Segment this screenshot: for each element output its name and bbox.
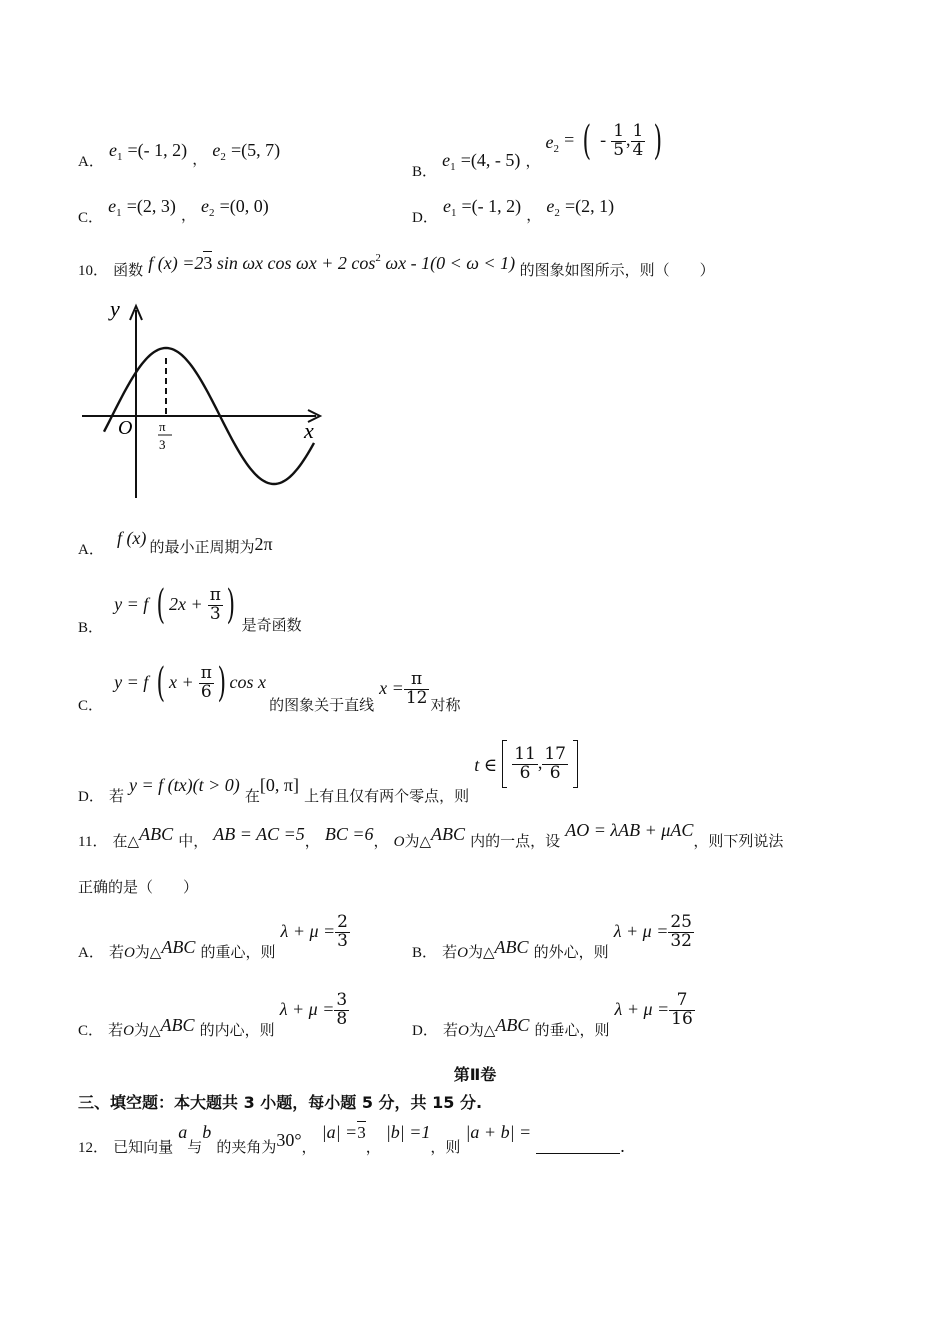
fraction-one-quarter: $\frac{1}{4}$ (632, 120, 644, 160)
origin-label: O (118, 417, 133, 439)
option-text: 为△ (133, 1020, 161, 1039)
option-text: 若 (108, 1020, 124, 1039)
vector-e2-value: =(2, 1) (564, 196, 615, 216)
comma: ， (301, 1138, 317, 1156)
point-o: O (457, 1022, 469, 1039)
bc-eq: BC =6 (324, 824, 374, 844)
option-letter: B． (412, 944, 438, 961)
lambda-mu: λ + μ = (613, 920, 669, 941)
option-expr: y = f (tx)(t > 0) (129, 774, 240, 795)
vector-e1: $e_1$ (442, 149, 456, 173)
answer-fraction: $\frac{3}{8}$ (336, 990, 348, 1029)
vector-e2: $e_2$ (201, 196, 215, 219)
triangle-abc: ABC (160, 1014, 195, 1035)
stem-text: 已知向量 (113, 1138, 174, 1156)
pi-over-12: $\frac{\pi}{12}$ (405, 668, 428, 708)
option-text-2: 上有且仅有两个零点，则 (304, 786, 470, 805)
stem-text: 的夹角为 (216, 1138, 277, 1156)
cos-x: cos x (229, 671, 266, 692)
q10-option-a (78, 528, 273, 558)
option-text: 若 (442, 942, 458, 961)
lambda-mu: λ + μ = (614, 998, 670, 1019)
lambda-mu: λ + μ = (280, 920, 336, 941)
vector-e2: $e_2$ (546, 196, 560, 219)
option-lhs: y = f (114, 593, 149, 614)
lambda-mu: λ + μ = (279, 998, 335, 1019)
option-text-end: 对称 (430, 695, 461, 714)
option-text: 的内心，则 (199, 1020, 275, 1039)
vector-e1-value: =(4, - 5) (460, 149, 521, 170)
vector-e1-value: =(2, 3) (126, 196, 176, 216)
option-text: 的图象关于直线 (269, 695, 375, 714)
q11-option-a (78, 902, 350, 961)
abs-a-plus-b: |a + b| = (465, 1122, 532, 1142)
q10-stem (78, 252, 715, 279)
q10-option-c: C． y = f ( x + $\frac{\pi}{6}$ ) cos x 的图象关于直线 x = $\frac{\pi}{12}$ 对称 (78, 660, 461, 714)
answer-fraction: $\frac{7}{16}$ (671, 990, 693, 1029)
stem-text: ，则 (430, 1138, 461, 1156)
answer-fraction: $\frac{25}{32}$ (670, 912, 692, 951)
fraction-one-fifth: $\frac{1}{5}$ (613, 120, 625, 160)
point-o: O (393, 834, 405, 850)
stem-text: ，则下列说法 (693, 832, 784, 850)
option-text: 若 (108, 942, 124, 961)
option-letter: A． (78, 542, 104, 558)
stem-text: 内的一点，设 (470, 832, 561, 850)
interval: [0, π] (259, 774, 299, 795)
frac-11-6: $\frac{11}{6}$ (514, 743, 536, 783)
option-letter: C． (78, 697, 104, 714)
comma: , (537, 752, 543, 773)
tick-numerator: π (159, 419, 166, 434)
option-text: 的垂心，则 (534, 1020, 610, 1039)
comma: ， (365, 1138, 381, 1156)
option-text: 若 (108, 786, 124, 805)
tick-denominator: 3 (159, 437, 166, 452)
period: . (620, 1136, 625, 1156)
q9-option-d (412, 196, 615, 226)
vector-equation: AO = λAB + μAC (565, 820, 694, 840)
period-value: 2π (254, 534, 273, 554)
q9-option-b: B． $e_1 =(4$, - 5) ， $e_2$ = ( - $\frac{1}{5}$ , $\frac{1}{4}$ ) (412, 118, 663, 180)
line-x-eq: x = (379, 677, 404, 698)
q11-option-c (78, 980, 349, 1039)
option-letter: B． (412, 163, 438, 180)
option-text: 若 (442, 1020, 458, 1039)
q10-option-d (78, 740, 578, 805)
vector-e2: $e_2$ (545, 131, 560, 155)
frac-17-6: $\frac{17}{6}$ (544, 743, 566, 783)
question-number: 11． (78, 834, 108, 850)
separator: ， (525, 151, 541, 170)
comma: , (626, 129, 631, 150)
separator: ， (180, 206, 196, 224)
vector-e1: $e_1$ (108, 196, 122, 219)
vector-e2-value: =(5, 7) (230, 140, 281, 160)
q11-option-b (412, 902, 694, 961)
stem-text: 为△ (404, 832, 432, 850)
option-text: 的外心，则 (533, 942, 609, 961)
q9-option-c (78, 196, 269, 226)
answer-fraction: $\frac{2}{3}$ (337, 912, 348, 951)
option-letter: D． (412, 1022, 438, 1039)
q11-stem (78, 820, 784, 850)
separator: ， (192, 150, 208, 168)
angle-value: 30° (276, 1130, 302, 1150)
vector-b: b (202, 1122, 212, 1142)
option-text-mid: 在 (244, 786, 260, 805)
point-o: O (123, 944, 135, 961)
pi-over-3: $\frac{\pi}{3}$ (209, 584, 221, 624)
abs-a: |a| = (321, 1122, 358, 1142)
t-in: t ∈ (474, 754, 498, 775)
stem-text: 中， (178, 832, 209, 850)
vector-e1: $e_1$ (442, 196, 457, 219)
option-letter: D． (78, 788, 104, 805)
comma: ， (373, 832, 389, 850)
q10-option-b: B． y = f ( 2x + $\frac{\pi}{3}$ ) 是奇函数 (78, 582, 302, 636)
comma: ， (304, 832, 320, 850)
stem-text: 函数 (113, 261, 144, 279)
sine-graph (78, 292, 338, 504)
triangle-abc: ABC (161, 936, 196, 957)
triangle-abc: ABC (139, 824, 174, 844)
stem-text: 在△ (112, 832, 140, 850)
inner-expr: 2x + (168, 593, 203, 614)
option-text: 为△ (468, 1020, 496, 1039)
section-title: 第Ⅱ卷 (453, 1065, 497, 1084)
vector-e1-value: =(- 1, 2) (461, 196, 522, 216)
function-formula: f (x) =23 sin ωx cos ωx + 2 $\cos^2 \omega x - 1(0 < \omega < 1)$ (148, 252, 516, 273)
equals-sign: = (564, 129, 575, 150)
option-letter: D． (412, 210, 438, 226)
sqrt3: 3 (357, 1123, 366, 1142)
minus-sign: - (600, 129, 607, 150)
vector-e1: $e_1$ (108, 140, 123, 163)
q11-option-d (412, 980, 695, 1039)
abs-b: |b| =1 (385, 1122, 431, 1142)
option-text: 是奇函数 (241, 615, 302, 634)
triangle-abc: ABC (494, 936, 529, 957)
option-text: 的最小正周期为 (149, 538, 255, 556)
option-letter: C． (78, 1022, 104, 1039)
option-letter: C． (78, 210, 104, 226)
question-number: 12． (78, 1140, 109, 1156)
point-o: O (457, 944, 468, 961)
fx: f (x) (116, 528, 147, 548)
vector-e2-value: =(0, 0) (219, 196, 269, 216)
q12-stem (78, 1122, 625, 1156)
q11-stem-line2: 正确的是（ ） (78, 878, 199, 896)
stem-text-end: 的图象如图所示，则（ ） (519, 261, 715, 279)
answer-blank[interactable] (536, 1139, 620, 1154)
question-number: 10． (78, 263, 109, 279)
option-letter: B． (78, 619, 104, 636)
vector-e2: $e_2$ (212, 140, 226, 163)
option-text: 为△ (134, 942, 162, 961)
option-text: 为△ (467, 942, 495, 961)
triangle-abc: ABC (431, 824, 466, 844)
option-letter: A． (78, 944, 104, 961)
inner-expr: x + (168, 671, 194, 692)
ab-eq: AB = AC =5 (213, 824, 305, 844)
triangle-abc: ABC (495, 1014, 530, 1035)
pi-over-6: $\frac{\pi}{6}$ (200, 662, 212, 702)
vector-a: a (178, 1122, 188, 1142)
x-axis-label: x (304, 418, 314, 443)
section-heading: 三、填空题：本大题共 3 小题，每小题 5 分，共 15 分. (78, 1093, 483, 1112)
option-text: 的重心，则 (200, 942, 276, 961)
stem-text: 与 (187, 1138, 203, 1156)
y-axis-label: y (110, 296, 120, 321)
vector-e1-value: =(- 1, 2) (127, 140, 188, 160)
option-letter: A． (78, 154, 104, 170)
point-o: O (123, 1022, 134, 1039)
q9-option-a (78, 140, 281, 170)
option-lhs: y = f (114, 671, 149, 692)
separator: ， (526, 206, 542, 224)
